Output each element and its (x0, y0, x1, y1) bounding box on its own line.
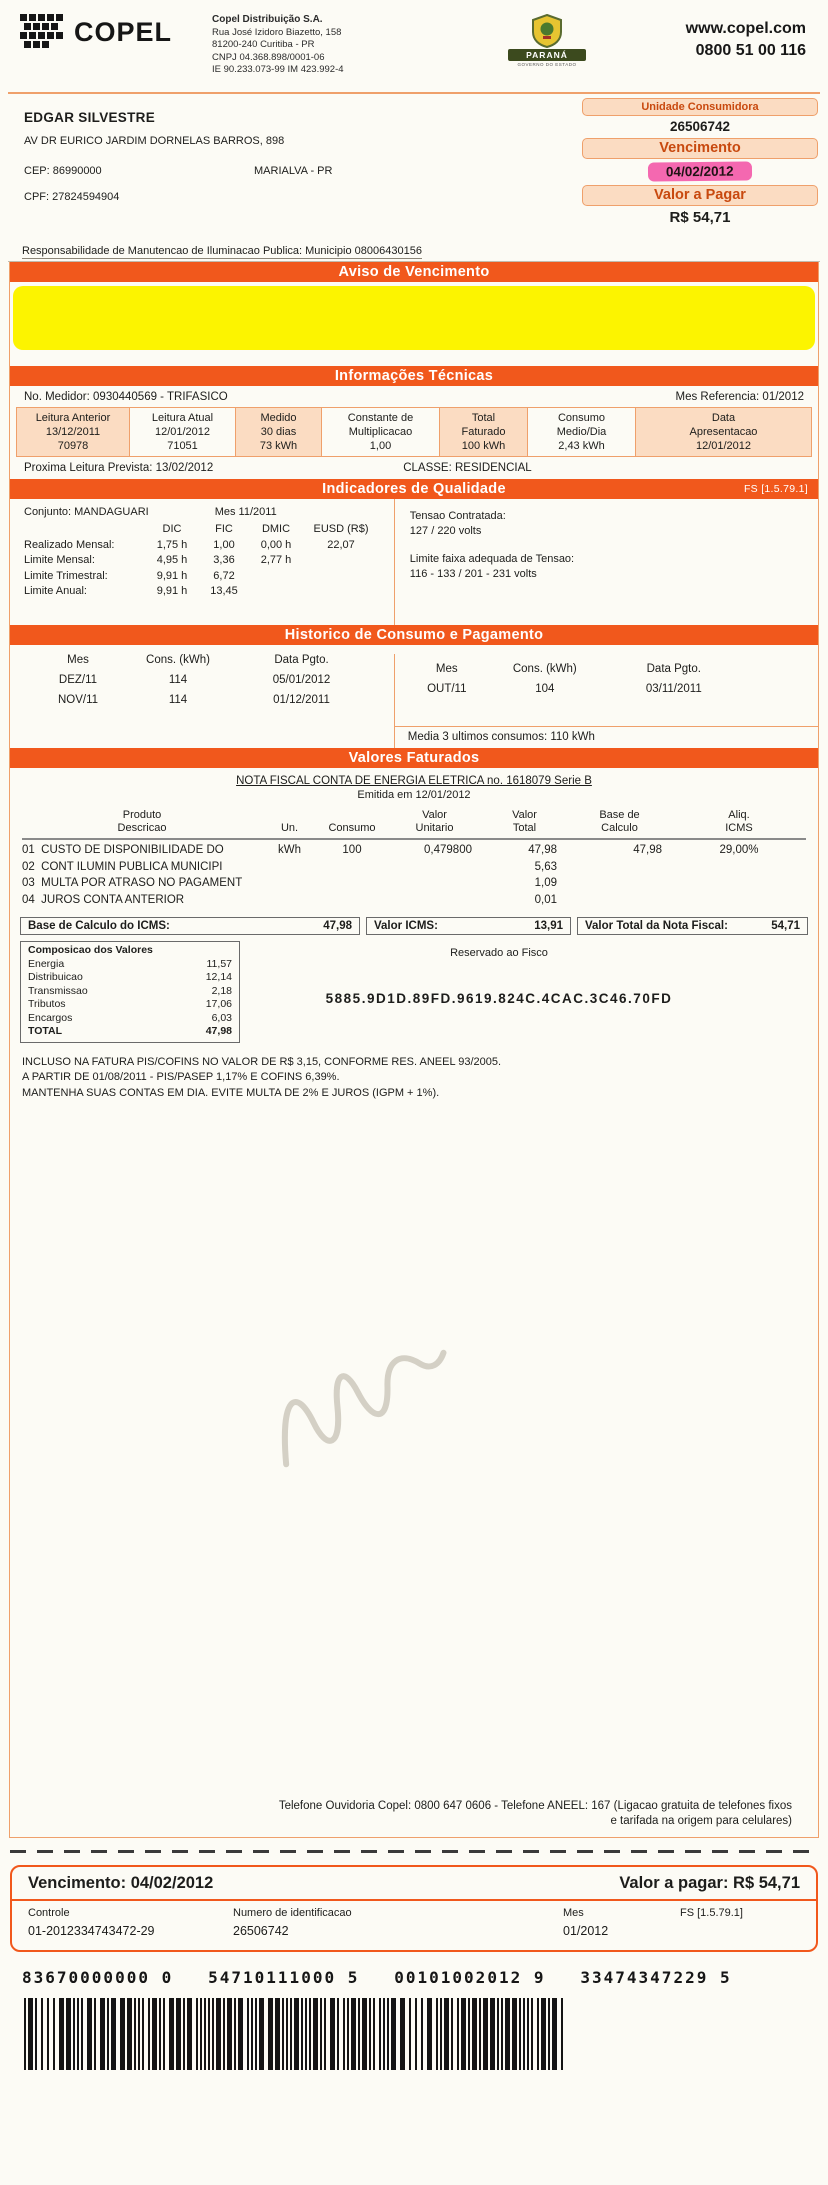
tariff-class: CLASSE: RESIDENCIAL (403, 462, 532, 474)
amount-due-value: R$ 54,71 (669, 209, 731, 226)
icms-value-box: Valor ICMS: 13,91 (366, 917, 571, 935)
spacer (10, 350, 818, 366)
public-lighting-note: Responsabilidade de Manutencao de Iluminacao Publica: Municipio 08006430156 (8, 242, 820, 262)
banner-aviso-vencimento: Aviso de Vencimento (10, 262, 818, 282)
items-header: Produto Descricao Un. Consumo Valor Unitario Valor Total Base de Calculo Aliq. ICMS (117, 809, 753, 834)
payment-stub (10, 1865, 818, 1952)
fisco-code: 5885.9D1D.89FD.9619.824C.4CAC.3C46.70FD (325, 991, 673, 1006)
history-table-right: Mes Cons. (kWh) Data Pgto. OUT/11 104 03/11/2011 (408, 663, 744, 695)
banner-informacoes-tecnicas: Informações Técnicas (10, 366, 818, 386)
customer-address: AV DR EURICO JARDIM DORNELAS BARROS, 898 (24, 135, 285, 147)
brand-name: COPEL (74, 16, 173, 47)
history-cell: 03/11/2011 (645, 683, 702, 695)
contact-info (686, 14, 814, 62)
company-info (212, 14, 400, 77)
meter-number: No. Medidor: 0930440569 - TRIFASICO (24, 391, 228, 403)
company-cnpj: CNPJ 04.368.898/0001-06 (212, 51, 325, 63)
company-ie: IE 90.233.073-99 IM 423.992-4 (212, 64, 344, 75)
item-desc: 01 CUSTO DE DISPONIBILIDADE DO (22, 844, 224, 856)
quality-section (10, 499, 818, 625)
fs-version: FS [1.5.79.1] (743, 483, 808, 495)
signature-scribble (246, 1317, 484, 1502)
value-composition-box: Composicao dos Valores Energia 11,57 Distribuicao 12,14 Transmissao 2,18 Tributos 17,06 Encargos 6,03 TOTAL 47,98 (20, 941, 240, 1043)
invoice-notes: INCLUSO NA FATURA PIS/COFINS NO VALOR DE R$ 3,15, CONFORME RES. ANEEL 93/2005. A PARTIR DE 01/08/2011 - PIS/PASEP 1,17% E COFINS 6,39%. MANTENHA SUAS CONTAS EM DIA. EVITE MULTA DE 2% E JUROS (IGPM + 1%). (22, 1055, 502, 1099)
fs-version: FS [1.5.79.1] (680, 1907, 743, 1919)
ombudsman-info: Telefone Ouvidoria Copel: 0800 647 0606 - Telefone ANEEL: 167 (Ligacao gratuita de telefones fixos e tarifada na origem para celulares) (278, 1800, 792, 1827)
reading-cell: Consumo Medio/Dia 2,43 kWh (527, 408, 635, 456)
summary-panel (582, 98, 818, 230)
consumer-unit-label: Unidade Consumidora (582, 98, 818, 116)
quality-row-label: Realizado Mensal: (24, 538, 115, 551)
company-name: Copel Distribuição S.A. (212, 14, 323, 25)
history-cell: NOV/11 (57, 694, 99, 706)
history-cell: 104 (535, 683, 555, 695)
customer-section (8, 92, 820, 242)
col-dmic: DMIC (261, 523, 291, 535)
next-reading-row (10, 459, 818, 479)
control-block: Controle 01-2012334743472-29 (28, 1907, 155, 1938)
col-dic: DIC (162, 523, 182, 535)
quality-conjunto: Conjunto: MANDAGUARI (24, 506, 149, 518)
reading-cell: Data Apresentacao 12/01/2012 (635, 408, 811, 456)
month-block: Mes 01/2012 (563, 1907, 609, 1938)
icms-base-box: Base de Calculo do ICMS: 47,98 (20, 917, 360, 935)
quality-row-label: Limite Mensal: (24, 554, 95, 566)
due-date-label: Vencimento (582, 138, 818, 159)
history-cell: 114 (168, 694, 188, 706)
header-rule (22, 838, 806, 840)
company-address-1: Rua José Izidoro Biazetto, 158 (212, 26, 342, 38)
icms-summary (20, 917, 808, 935)
history-cell: 05/01/2012 (272, 674, 331, 686)
consumer-unit-value: 26506742 (669, 119, 731, 134)
invoice-total-box: Valor Total da Nota Fiscal: 54,71 (577, 917, 808, 935)
amount-due-label: Valor a Pagar (582, 185, 818, 206)
fisco-area (240, 941, 808, 1043)
phone-number: 0800 51 00 116 (695, 42, 806, 59)
parana-coat-of-arms-icon (528, 14, 566, 48)
invoice-title: NOTA FISCAL CONTA DE ENERGIA ELETRICA no. 1618079 Serie B (236, 775, 592, 787)
stub-amount: Valor a pagar: R$ 54,71 (619, 1874, 800, 1892)
barcode-digits: 83670000000 0 54710111000 5 00101002012 9 33474347229 5 (22, 1968, 732, 1987)
composition-row (20, 941, 808, 1043)
readings-table (16, 407, 812, 457)
banner-indicadores-qualidade: Indicadores de Qualidade FS [1.5.79.1] (10, 479, 818, 499)
history-table-left: Mes Cons. (kWh) Data Pgto. DEZ/11 114 05/01/2012 NOV/11 114 01/12/2011 (34, 654, 818, 706)
parana-gov-logo (508, 14, 586, 67)
copel-logo (20, 14, 212, 50)
average-consumption: Media 3 ultimos consumos: 110 kWh (394, 726, 818, 748)
reference-month: Mes Referencia: 01/2012 (675, 391, 804, 403)
col-eusd: EUSD (R$) (313, 523, 369, 535)
reading-cell: Medido 30 dias 73 kWh (235, 408, 321, 456)
quality-table: Conjunto: MANDAGUARI Mes 11/2011 DIC FIC DMIC EUSD (R$) Realizado Mensal: 1,75 h 1,00 0,00 h 22,07 Limite Mensal: 4,95 h 3,36 2,77 h Limite Trimestral: 9,91 h 6,72 Limite Anual: 9,91 h 13,45 (10, 499, 818, 600)
bill-body (9, 262, 819, 1838)
gov-name: PARANÁ (508, 49, 586, 61)
website: www.copel.com (685, 20, 806, 37)
col-fic: FIC (215, 523, 233, 535)
eusd-value: 22,07 (327, 538, 355, 551)
meter-row (10, 386, 818, 405)
reading-cell: Total Faturado 100 kWh (439, 408, 527, 456)
history-cell: 01/12/2011 (273, 694, 330, 706)
due-date-value-wrap (582, 159, 818, 185)
customer-cpf: CPF: 27824594904 (24, 191, 120, 203)
invoice-items: 01 CUSTO DE DISPONIBILIDADE DO kWh 100 0,479800 47,98 47,98 29,00% 02 CONT ILUMIN PUBLICA MUNICIPI 5,63 03 MULTA POR ATRASO NO PAGAMENT 1,09 04 JUROS CONTA ANTERIOR 0,01 (22, 842, 806, 908)
item-desc: 04 JUROS CONTA ANTERIOR (22, 893, 185, 906)
quality-row-label: Limite Trimestral: (24, 569, 108, 582)
bill (8, 6, 820, 2185)
banner-historico: Historico de Consumo e Pagamento (10, 625, 818, 645)
voltage-value: 127 / 220 volts (409, 525, 482, 537)
voltage-range-value: 116 - 133 / 201 - 231 volts (409, 568, 537, 580)
barcode-bars (24, 1998, 570, 2070)
due-date-value: 04/02/2012 (648, 161, 752, 181)
customer-name: EDGAR SILVESTRE (24, 110, 156, 125)
blank-area (10, 1101, 818, 1799)
item-desc: 03 MULTA POR ATRASO NO PAGAMENT (22, 877, 243, 889)
copel-logo-icon (20, 14, 64, 50)
history-section (10, 654, 818, 748)
voltage-info (410, 509, 574, 582)
quality-month: Mes 11/2011 (214, 506, 277, 518)
history-cell: 114 (168, 674, 188, 686)
reading-cell: Constante de Multiplicacao 1,00 (321, 408, 439, 456)
customer-city: MARIALVA - PR (254, 165, 333, 177)
identification-block: Numero de identificacao 26506742 (233, 1907, 352, 1938)
customer-cep: CEP: 86990000 (24, 165, 102, 177)
fisco-label: Reservado ao Fisco (450, 947, 548, 959)
reading-cell: Leitura Atual 12/01/2012 71051 (129, 408, 235, 456)
reading-cell: Leitura Anterior 13/12/2011 70978 (17, 408, 129, 456)
gov-subtitle: GOVERNO DO ESTADO (517, 62, 577, 67)
next-reading: Proxima Leitura Prevista: 13/02/2012 (24, 462, 214, 474)
quality-row-label: Limite Anual: (24, 585, 87, 597)
voltage-label: Tensao Contratada: (409, 510, 506, 522)
item-desc: 02 CONT ILUMIN PUBLICA MUNICIPI (22, 860, 223, 873)
bill-header (8, 6, 820, 92)
voltage-range-label: Limite faixa adequada de Tensao: (409, 553, 575, 565)
cut-line (10, 1850, 818, 1853)
history-cell: OUT/11 (427, 683, 467, 695)
banner-valores-faturados: Valores Faturados (10, 748, 818, 768)
vertical-divider (394, 499, 395, 625)
stub-due-date: Vencimento: 04/02/2012 (28, 1874, 214, 1892)
yellow-highlight-box (13, 286, 815, 350)
history-cell: DEZ/11 (58, 674, 98, 686)
company-address-2: 81200-240 Curitiba - PR (212, 39, 315, 50)
invoice-issue-date: Emitida em 12/01/2012 (357, 789, 471, 801)
